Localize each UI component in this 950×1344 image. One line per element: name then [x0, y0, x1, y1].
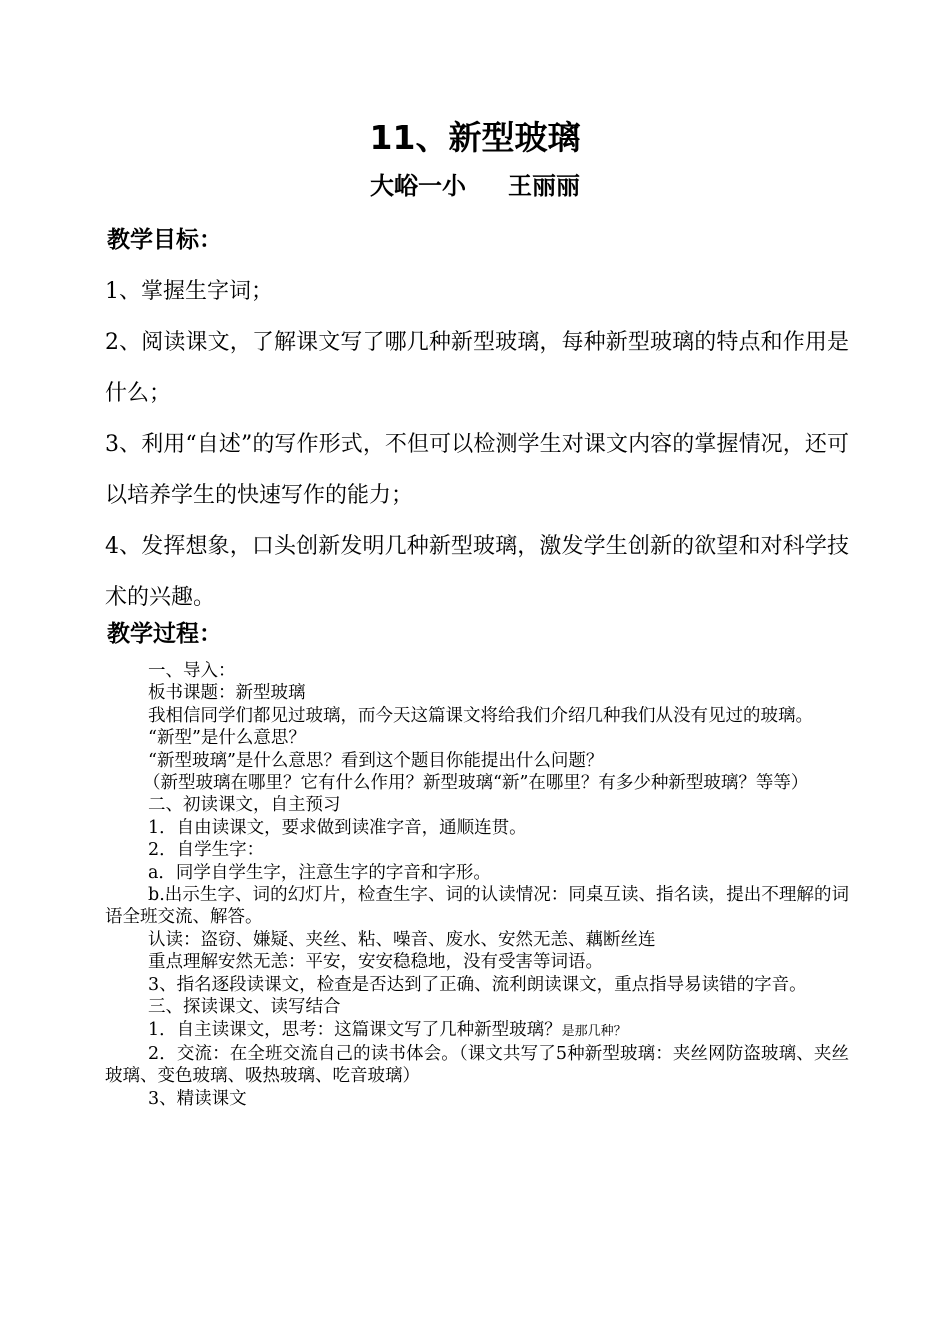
process-line: 我相信同学们都见过玻璃，而今天这篇课文将给我们介绍几种我们从没有见过的玻璃。	[148, 705, 813, 726]
goal-item: 2、阅读课文，了解课文写了哪几种新型玻璃，每种新型玻璃的特点和作用是什么；	[105, 330, 849, 406]
process-line: 二、初读课文，自主预习	[148, 795, 341, 816]
process-line: 板书课题：新型玻璃	[148, 683, 306, 704]
process-line: a．同学自学生字，注意生字的字音和字形。	[148, 862, 491, 883]
process-line: b.出示生字、词的幻灯片，检查生字、词的认读情况：同桌互读、指名读，提出不理解的词语全班交流、解答。	[105, 885, 849, 928]
process-line: 三、探读课文、读写结合	[148, 997, 341, 1018]
author-line	[0, 168, 950, 204]
process-line: 一、导入：	[148, 661, 236, 681]
process-line: 3、指名逐段读课文，检查是否达到了正确、流利朗读课文，重点指导易读错的字音。	[148, 974, 807, 995]
goals-list	[105, 266, 849, 623]
goal-item: 4、发挥想象，口头创新发明几种新型玻璃，激发学生创新的欲望和对科学技术的兴趣。	[105, 534, 849, 610]
document-title: 11、新型玻璃	[369, 118, 581, 157]
process-line-main: 1．自主读课文，思考：这篇课文写了几种新型玻璃？	[148, 1019, 562, 1040]
goals-heading: 教学目标：	[107, 227, 222, 253]
goal-item: 3、利用“自述”的写作形式，不但可以检测学生对课文内容的掌握情况，还可以培养学生的快速写作的能力；	[105, 432, 849, 508]
process-body	[105, 660, 849, 1110]
author-school: 大峪一小	[370, 172, 466, 200]
process-line: 重点理解安然无恙：平安，安安稳稳地，没有受害等词语。	[148, 952, 603, 973]
author-name: 王丽丽	[508, 172, 580, 200]
process-line	[105, 1019, 849, 1043]
process-line: 3、精读课文	[148, 1088, 247, 1109]
process-line: 2．自学生字：	[148, 840, 265, 861]
process-line: “新型”是什么意思？	[148, 728, 306, 749]
process-line: 1．自由读课文，要求做到读准字音，通顺连贯。	[148, 817, 527, 838]
process-line: 2．交流：在全班交流自己的读书体会。（课文共写了5种新型玻璃：夹丝网防盗玻璃、夹丝玻璃、变色玻璃、吸热玻璃、吃音玻璃）	[105, 1043, 849, 1087]
goal-item: 1、掌握生字词；	[105, 279, 273, 304]
process-line: （新型玻璃在哪里？它有什么作用？新型玻璃“新”在哪里？有多少种新型玻璃？等等）	[143, 773, 809, 794]
process-line: 认读：盗窃、嫌疑、夹丝、粘、噪音、废水、安然无恙、藕断丝连	[148, 929, 656, 950]
process-line: “新型玻璃”是什么意思？看到这个题目你能提出什么问题？	[148, 750, 604, 771]
process-line-small: 是那几种？	[561, 1023, 627, 1039]
process-heading: 教学过程：	[107, 621, 222, 647]
